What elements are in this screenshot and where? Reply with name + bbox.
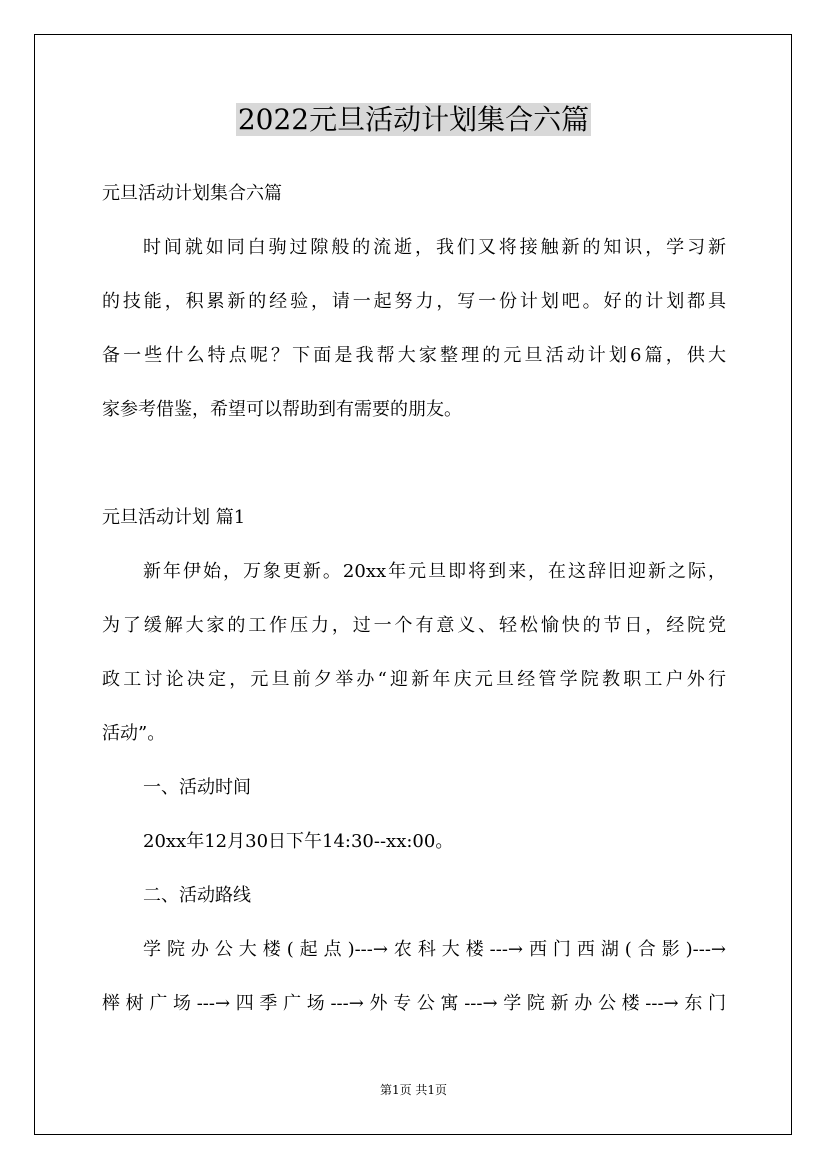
item-heading-route: 二、活动路线 bbox=[143, 885, 251, 906]
item-heading-time: 一、活动时间 bbox=[143, 777, 251, 798]
intro-line: 的技能，积累新的经验，请一起努力，写一份计划吧。好的计划都具 bbox=[102, 291, 726, 312]
intro-line: 家参考借鉴，希望可以帮助到有需要的朋友。 bbox=[102, 399, 462, 420]
intro-line: 时间就如同白驹过隙般的流逝，我们又将接触新的知识，学习新 bbox=[143, 237, 726, 258]
section-heading: 元旦活动计划 篇1 bbox=[102, 507, 246, 528]
route-line: 学院办公大楼(起点)---→农科大楼---→西门西湖(合影)---→ bbox=[143, 939, 726, 960]
item-text-time: 20xx年12月30日下午14:30--xx:00。 bbox=[143, 831, 454, 852]
document-subtitle: 元旦活动计划集合六篇 bbox=[102, 183, 282, 204]
route-line: 榉树广场---→四季广场---→外专公寓---→学院新办公楼---→东门 bbox=[102, 993, 726, 1014]
body-line: 活动”。 bbox=[102, 723, 166, 744]
intro-line: 备一些什么特点呢？下面是我帮大家整理的元旦活动计划6篇，供大 bbox=[102, 345, 726, 366]
page-footer: 第1页 共1页 bbox=[379, 1083, 448, 1097]
body-line: 政工讨论决定，元旦前夕举办“迎新年庆元旦经管学院教职工户外行 bbox=[102, 669, 726, 690]
body-line: 新年伊始，万象更新。20xx年元旦即将到来，在这辞旧迎新之际， bbox=[143, 561, 726, 582]
document-title: 2022元旦活动计划集合六篇 bbox=[237, 103, 590, 136]
body-line: 为了缓解大家的工作压力，过一个有意义、轻松愉快的节日，经院党 bbox=[102, 615, 726, 636]
